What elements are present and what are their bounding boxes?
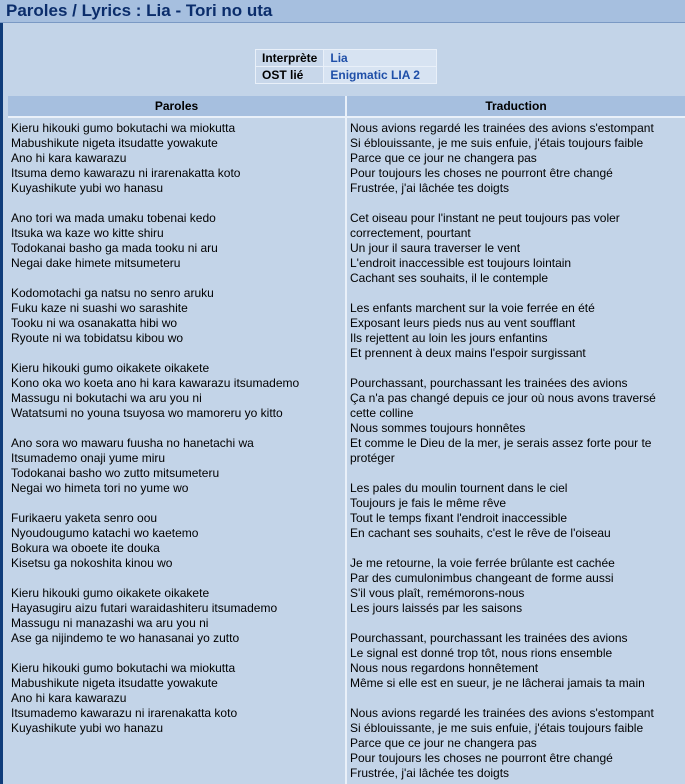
translation-line: Nous avions regardé les trainées des avions s'estompant bbox=[350, 706, 654, 720]
translation-line: Les jours laissés par les saisons bbox=[350, 601, 523, 615]
lyric-line: Watatsumi no youna tsuyosa wo mamoreru yo kitto bbox=[11, 406, 283, 420]
translation-line bbox=[350, 616, 683, 631]
translation-line: correctement, pourtant bbox=[350, 226, 471, 240]
lyric-line: Ano hi kara kawarazu bbox=[11, 151, 127, 165]
lyrics-table bbox=[8, 96, 685, 784]
lyric-line: Hayasugiru aizu futari waraidashiteru itsumademo bbox=[11, 601, 278, 615]
translation-line: Si éblouissante, je me suis enfuie, j'étais toujours faible bbox=[350, 721, 644, 735]
translation-line bbox=[350, 466, 683, 481]
title-bar bbox=[0, 0, 685, 23]
lyric-line: Itsuma demo kawarazu ni irarenakatta koto bbox=[11, 166, 241, 180]
lyric-line: Ryoute ni wa tobidatsu kibou wo bbox=[11, 331, 184, 345]
translation-line: cette colline bbox=[350, 406, 414, 420]
lyric-line: Kono oka wo koeta ano hi kara kawarazu itsumademo bbox=[11, 376, 300, 390]
translation-line: Un jour il saura traverser le vent bbox=[350, 241, 521, 255]
translation-line: L'endroit inaccessible est toujours lointain bbox=[350, 256, 572, 270]
translation-line: Cet oiseau pour l'instant ne peut toujours pas voler bbox=[350, 211, 620, 225]
translation-line: protéger bbox=[350, 451, 395, 465]
lyric-line: Bokura wa oboete ite douka bbox=[11, 541, 160, 555]
translation-line: Cachant ses souhaits, il le contemple bbox=[350, 271, 549, 285]
paroles-header: Paroles bbox=[8, 96, 345, 116]
lyric-line bbox=[11, 196, 343, 211]
translation-line bbox=[350, 691, 683, 706]
translation-line: Toujours je fais le même rêve bbox=[350, 496, 507, 510]
translation-line bbox=[350, 541, 683, 556]
paroles-column bbox=[8, 118, 345, 784]
lyric-line: Ase ga nijindemo te wo hanasanai yo zutto bbox=[11, 631, 240, 645]
lyric-line: Itsumademo kawarazu ni irarenakatta koto bbox=[11, 706, 238, 720]
lyric-line: Furikaeru yaketa senro oou bbox=[11, 511, 158, 525]
lyric-line: Todokanai basho ga mada tooku ni aru bbox=[11, 241, 218, 255]
lyric-line: Kieru hikouki gumo oikakete oikakete bbox=[11, 361, 210, 375]
lyric-line: Mabushikute nigeta itsudatte yowakute bbox=[11, 676, 218, 690]
translation-line: Parce que ce jour ne changera pas bbox=[350, 151, 537, 165]
translation-line: Frustrée, j'ai lâchée tes doigts bbox=[350, 181, 510, 195]
translation-line: Pour toujours les choses ne pourront être changé bbox=[350, 166, 613, 180]
lyric-line: Negai dake himete mitsumeteru bbox=[11, 256, 181, 270]
info-row-ost bbox=[256, 67, 437, 84]
translation-line: Par des cumulonimbus changeant de forme aussi bbox=[350, 571, 614, 585]
lyric-line: Massugu ni bokutachi wa aru you ni bbox=[11, 391, 202, 405]
lyric-line: Tooku ni wa osanakatta hibi wo bbox=[11, 316, 178, 330]
lyric-line: Kieru hikouki gumo bokutachi wa miokutta bbox=[11, 661, 236, 675]
translation-line bbox=[350, 196, 683, 211]
lyric-line bbox=[11, 346, 343, 361]
translation-line: Pourchassant, pourchassant les trainées des avions bbox=[350, 631, 628, 645]
translation-line bbox=[350, 361, 683, 376]
lyric-line: Kuyashikute yubi wo hanazu bbox=[11, 721, 164, 735]
translation-line: Pourchassant, pourchassant les trainées des avions bbox=[350, 376, 628, 390]
translation-line: Et comme le Dieu de la mer, je serais assez forte pour te bbox=[350, 436, 652, 450]
translation-line: Frustrée, j'ai lâchée tes doigts bbox=[350, 766, 510, 780]
lyric-line: Kisetsu ga nokoshita kinou wo bbox=[11, 556, 173, 570]
translation-line: Nous avions regardé les trainées des avions s'estompant bbox=[350, 121, 654, 135]
lyric-line: Itsumademo onaji yume miru bbox=[11, 451, 166, 465]
translation-line bbox=[350, 286, 683, 301]
lyric-line bbox=[11, 571, 343, 586]
lyric-line: Kuyashikute yubi wo hanasu bbox=[11, 181, 164, 195]
lyric-line: Ano hi kara kawarazu bbox=[11, 691, 127, 705]
ost-link[interactable]: Enigmatic LIA 2 bbox=[324, 67, 437, 84]
traduction-column bbox=[347, 118, 685, 784]
translation-line: Même si elle est en sueur, je ne lâcherai jamais ta main bbox=[350, 676, 645, 690]
lyric-line: Fuku kaze ni suashi wo sarashite bbox=[11, 301, 188, 315]
info-row-artist bbox=[256, 50, 437, 67]
left-border bbox=[0, 23, 3, 784]
lyric-line: Negai wo himeta tori no yume wo bbox=[11, 481, 189, 495]
lyric-line: Nyoudougumo katachi wo kaetemo bbox=[11, 526, 199, 540]
ost-label: OST lié bbox=[256, 67, 324, 84]
translation-line: Ça n'a pas changé depuis ce jour où nous avons traversé bbox=[350, 391, 656, 405]
lyric-line: Todokanai basho wo zutto mitsumeteru bbox=[11, 466, 220, 480]
translation-line: Exposant leurs pieds nus au vent soufflant bbox=[350, 316, 576, 330]
translation-line: Et prennent à deux mains l'espoir surgissant bbox=[350, 346, 586, 360]
lyric-line bbox=[11, 496, 343, 511]
lyric-line bbox=[11, 421, 343, 436]
lyric-line: Ano sora wo mawaru fuusha no hanetachi wa bbox=[11, 436, 254, 450]
artist-link[interactable]: Lia bbox=[324, 50, 437, 67]
translation-line: Parce que ce jour ne changera pas bbox=[350, 736, 537, 750]
lyric-line bbox=[11, 271, 343, 286]
page-title: Paroles / Lyrics : Lia - Tori no uta bbox=[6, 1, 273, 20]
lyric-line bbox=[11, 646, 343, 661]
translation-line: Tout le temps fixant l'endroit inaccessible bbox=[350, 511, 568, 525]
translation-line: En cachant ses souhaits, c'est le rêve de l'oiseau bbox=[350, 526, 611, 540]
lyric-line: Kodomotachi ga natsu no senro aruku bbox=[11, 286, 214, 300]
info-table bbox=[255, 49, 437, 84]
traduction-header: Traduction bbox=[347, 96, 685, 116]
translation-line: S'il vous plaît, remémorons-nous bbox=[350, 586, 525, 600]
translation-line: Ils rejettent au loin les jours enfantins bbox=[350, 331, 548, 345]
translation-line: Nous nous regardons honnêtement bbox=[350, 661, 539, 675]
translation-line: Pour toujours les choses ne pourront être changé bbox=[350, 751, 613, 765]
lyric-line: Kieru hikouki gumo bokutachi wa miokutta bbox=[11, 121, 236, 135]
lyric-line: Massugu ni manazashi wa aru you ni bbox=[11, 616, 209, 630]
lyric-line: Mabushikute nigeta itsudatte yowakute bbox=[11, 136, 218, 150]
lyric-line: Itsuka wa kaze wo kitte shiru bbox=[11, 226, 164, 240]
translation-line: Je me retourne, la voie ferrée brûlante est cachée bbox=[350, 556, 615, 570]
translation-line: Les enfants marchent sur la voie ferrée en été bbox=[350, 301, 595, 315]
lyric-line: Kieru hikouki gumo oikakete oikakete bbox=[11, 586, 210, 600]
lyric-line: Ano tori wa mada umaku tobenai kedo bbox=[11, 211, 216, 225]
translation-line: Les pales du moulin tournent dans le ciel bbox=[350, 481, 568, 495]
translation-line: Si éblouissante, je me suis enfuie, j'étais toujours faible bbox=[350, 136, 644, 150]
translation-line: Nous sommes toujours honnêtes bbox=[350, 421, 526, 435]
artist-label: Interprète bbox=[256, 50, 324, 67]
translation-line: Le signal est donné trop tôt, nous rions ensemble bbox=[350, 646, 613, 660]
